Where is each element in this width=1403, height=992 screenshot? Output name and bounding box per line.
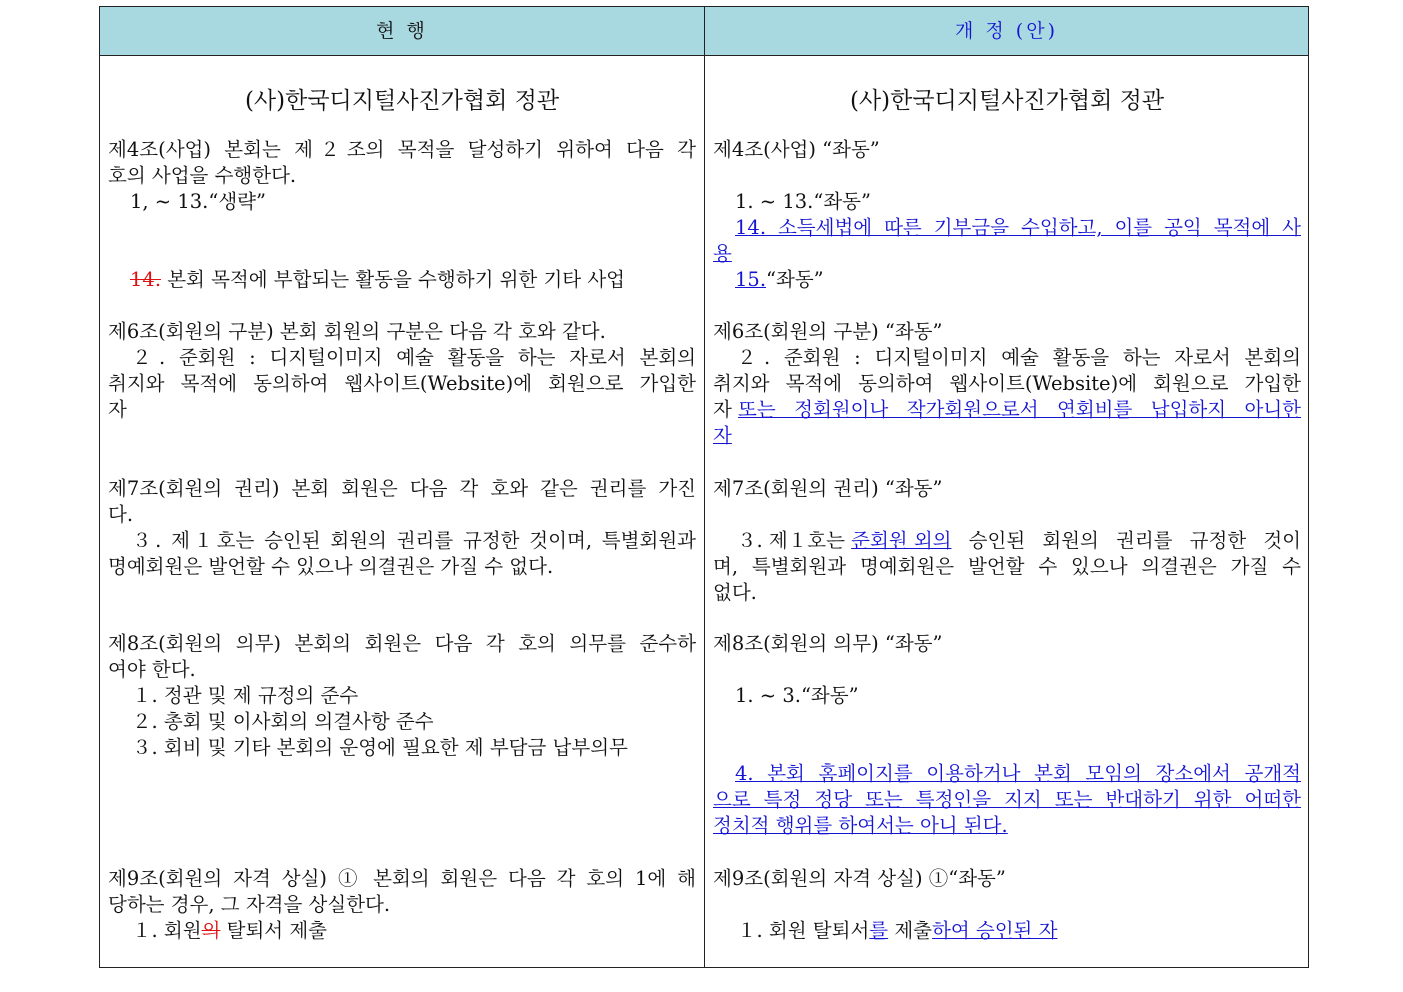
current-art6-line4: 자 [108, 398, 127, 421]
current-art4-item14-text: 본회 목적에 부합되는 활동을 수행하기 위한 기타 사업 [161, 268, 626, 291]
current-art4-item14 [108, 267, 696, 293]
inserted-number: 15. [735, 268, 767, 291]
revised-art6-line1: 제6조(회원의 구분) “좌동” [713, 320, 943, 343]
current-column [108, 56, 696, 967]
revised-art6-line5 [713, 423, 1301, 449]
current-art9-item1 [108, 918, 696, 944]
revised-art7-line1: 제7조(회원의 권리) “좌동” [713, 477, 943, 500]
current-art8-item2: ２. 총회 및 이사회의 의결사항 준수 [132, 710, 434, 733]
current-art9-line2: 당하는 경우, 그 자격을 상실한다. [108, 893, 391, 916]
deleted-particle: 의 [201, 919, 221, 942]
current-art4-item1-13: 1, ~ 13.“생략” [130, 190, 266, 213]
deleted-number: 14. [130, 268, 162, 291]
revised-art6-line3: 취지와 목적에 동의하여 웹사이트(Website)에 회원으로 가입한 [713, 372, 1301, 395]
current-art4-line2: 호의 사업을 수행한다. [108, 164, 297, 187]
current-art6-line2: ２. 준회원 : 디지털이미지 예술 활동을 하는 자로서 본회의 [132, 346, 696, 369]
current-art9-line1: 제9조(회원의 자격 상실) ① 본회의 회원은 다음 각 호의 1에 해 [108, 867, 696, 890]
revised-art4-item14-cont [713, 241, 1301, 267]
inserted-text-art6: 또는 정회원이나 작가회원으로서 연회비를 납입하지 아니한 [738, 398, 1301, 421]
revised-art8-item1-3: 1. ~ 3.“좌동” [735, 684, 859, 707]
revised-column [713, 56, 1301, 967]
current-art8-item1: １. 정관 및 제 규정의 준수 [132, 684, 359, 707]
comparison-table [99, 6, 1309, 968]
revised-art9-item1-c: 제출 [888, 919, 932, 942]
revised-art8-item4-line3-text: 정치적 행위를 하여서는 아니 된다. [713, 814, 1008, 837]
revised-art8-item4-line3 [713, 813, 1301, 839]
current-art9-item1-a: １. 회원 [132, 919, 202, 942]
revised-art8-item4-line1: 4. 본회 홈페이지를 이용하거나 본회 모임의 장소에서 공개적 [735, 762, 1301, 785]
revised-art4-item14-end: 용 [713, 242, 732, 265]
current-art7-line3: ３. 제１호는 승인된 회원의 권리를 규정한 것이며, 특별회원과 [132, 529, 696, 552]
revised-art6-line4 [713, 397, 1301, 423]
inserted-text-art7: 준회원 외의 [851, 529, 952, 552]
revised-art7-line2-c: 승인된 회원의 권리를 규정한 것이 [951, 529, 1301, 552]
revised-art6-line2: ２. 준회원 : 디지털이미지 예술 활동을 하는 자로서 본회의 [737, 346, 1301, 369]
revised-art4-item15 [713, 267, 1301, 293]
revised-art7-line4: 없다. [713, 581, 757, 604]
current-art7-line2: 다. [108, 503, 134, 526]
revised-art7-line2-a: ３. 제１호는 [737, 529, 852, 552]
current-art6-line3: 취지와 목적에 동의하여 웹사이트(Website)에 회원으로 가입한 [108, 372, 696, 395]
revised-art4-item15-text: “좌동” [766, 268, 824, 291]
revised-art9-item1-a: １. 회원 탈퇴서 [737, 919, 870, 942]
current-art4-line1: 제4조(사업) 본회는 제２조의 목적을 달성하기 위하여 다음 각 [108, 138, 696, 161]
current-art8-line2: 여야 한다. [108, 658, 196, 681]
current-art9-item1-c: 탈퇴서 제출 [220, 919, 328, 942]
inserted-text-art9: 하여 승인된 자 [932, 919, 1058, 942]
revised-art4-item14: 14. 소득세법에 따른 기부금을 수입하고, 이를 공익 목적에 사 [735, 216, 1301, 239]
current-art7-line1: 제7조(회원의 권리) 본회 회원은 다음 각 호와 같은 권리를 가진 [108, 477, 696, 500]
revised-art8-item4-line2: 으로 특정 정당 또는 특정인을 지지 또는 반대하기 위한 어떠한 [713, 788, 1301, 811]
revised-art6-line4-a: 자 [713, 398, 739, 421]
current-title: (사)한국디지털사진가협회 정관 [244, 88, 560, 114]
inserted-particle: 를 [869, 919, 889, 942]
column-divider [704, 7, 705, 967]
revised-art9-line1: 제9조(회원의 자격 상실) ①“좌동” [713, 867, 1006, 890]
header-current: 현 행 [376, 20, 428, 42]
revised-art6-line5-text: 자 [713, 424, 732, 447]
revised-art4-line1: 제4조(사업) “좌동” [713, 138, 880, 161]
revised-art7-line3: 며, 특별회원과 명예회원은 발언할 수 있으나 의결권은 가질 수 [713, 555, 1301, 578]
revised-art9-item1 [713, 918, 1301, 944]
revised-art7-line2 [713, 528, 1301, 554]
revised-title: (사)한국디지털사진가협회 정관 [849, 88, 1165, 114]
revised-art8-line1: 제8조(회원의 의무) “좌동” [713, 632, 943, 655]
current-art8-line1: 제8조(회원의 의무) 본회의 회원은 다음 각 호의 의무를 준수하 [108, 632, 696, 655]
revised-art4-item1-13: 1. ~ 13.“좌동” [735, 190, 871, 213]
header-revised: 개 정 (안) [955, 20, 1058, 42]
current-art7-line4: 명예회원은 발언할 수 있으나 의결권은 가질 수 없다. [108, 555, 554, 578]
current-art8-item3: ３. 회비 및 기타 본회의 운영에 필요한 제 부담금 납부의무 [132, 736, 628, 759]
current-art6-line1: 제6조(회원의 구분) 본회 회원의 구분은 다음 각 호와 같다. [108, 320, 606, 343]
